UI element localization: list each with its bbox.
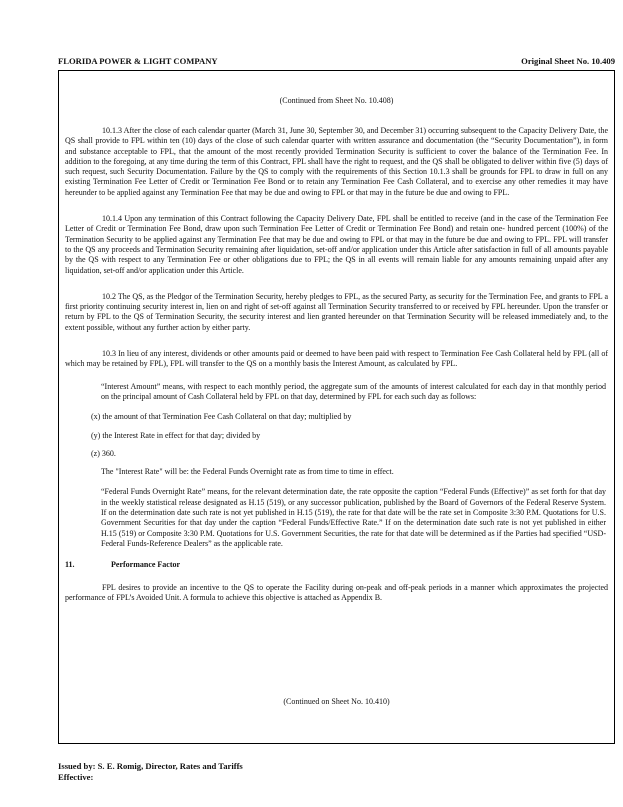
paragraph-10-2: 10.2 The QS, as the Pledgor of the Termination Security, hereby pledges to FPL, as the secured Party, as security for the Termination Fee, and grants to FPL a first priority continuing security interest in, lien on and right of set-off against all Termination Security transferred to or received by FPL hereunder. Upon the transfer or return by FPL to the QS of Termination Security, the security interest and lien granted hereunder on that Termination Security will be released immediately and, to the extent possible, without any further action by either party. [65, 291, 608, 332]
continued-from-note: (Continued from Sheet No. 10.408) [279, 96, 394, 105]
interest-amount-definition: “Interest Amount” means, with respect to each monthly period, the aggregate sum of the amounts of interest calculated for each day in that monthly period on the principal amount of Cash Collateral held by FPL on that day, determined by FPL for each such day as follows: [101, 381, 606, 401]
document-body [65, 126, 608, 603]
issued-by: Issued by: S. E. Romig, Director, Rates and Tariffs [58, 761, 243, 771]
list-item-x: (x) the amount of that Termination Fee Cash Collateral on that day; multiplied by [91, 412, 352, 422]
section-11-number: 11. [65, 560, 75, 570]
federal-funds-rate-definition: “Federal Funds Overnight Rate” means, for the relevant determination date, the rate opposite the caption “Federal Funds (Effective)” as set forth for that day in the weekly statistical release designated as H.15 (519), or any successor publication, published by the Board of Governors of the Federal Reserve System. If on the determination date such rate is not yet published in H.15 (519), the rate for that date will be the rate set in Composite 3:30 P.M. Quotations for U.S. Government Securities for that day under the caption “Federal Funds/Effective Rate.” If on the determination date such rate is not yet published in either H.15 (519) or Composite 3:30 P.M. Quotations for U.S. Government Securities, the rate for that date will be determined as if the Parties had specified “USD-Federal Funds-Reference Dealers” as the applicable rate. [101, 487, 606, 548]
continued-on-note: (Continued on Sheet No. 10.410) [283, 697, 390, 706]
company-name: FLORIDA POWER & LIGHT COMPANY [58, 56, 218, 66]
paragraph-10-3: 10.3 In lieu of any interest, dividends or other amounts paid or deemed to have been paid with respect to Termination Fee Cash Collateral held by FPL (all of which may be retained by FPL), FPL will transfer to the QS on a monthly basis the Interest Amount, as calculated by FPL. [65, 349, 608, 369]
paragraph-11: FPL desires to provide an incentive to the QS to operate the Facility during on-peak and off-peak periods in a manner which approximates the projected performance of FPL’s Avoided Unit. A formula to achieve this objective is attached as Appendix B. [65, 582, 608, 602]
paragraph-10-1-4: 10.1.4 Upon any termination of this Contract following the Capacity Delivery Date, FPL shall be entitled to receive (and in the case of the Termination Fee Letter of Credit or Termination Fee Bond, draw upon such Termination Fee Letter of Credit or Termination Fee Bond) and retain one- hundred percent (100%) of the Termination Security to be applied against any Termination Fee that may be due and owing to FPL or that may in the future be due and owing to FPL. FPL will transfer to the QS any proceeds and Termination Security remaining after liquidation, set-off and/or application under this Article after satisfaction in full of all amounts payable by the QS with respect to any Termination Fee or other obligations due to FPL; the QS in all events will remain liable for any amounts remaining unpaid after any liquidation, set-off and/or application under this Article. [65, 214, 608, 275]
page-footer [58, 761, 243, 783]
section-11-heading [65, 560, 608, 570]
list-item-z: (z) 360. [91, 448, 116, 458]
sheet-number: Original Sheet No. 10.409 [521, 56, 615, 66]
list-item-y: (y) the Interest Rate in effect for that day; divided by [91, 430, 261, 440]
section-11-title: Performance Factor [111, 560, 181, 570]
paragraph-10-1-3: 10.1.3 After the close of each calendar quarter (March 31, June 30, September 30, and December 31) occurring subsequent to the Capacity Delivery Date, the QS shall provide to FPL within ten (10) days of the close of such calendar quarter with written assurance and documentation (the “Security Documentation”), in form and substance acceptable to FPL, that the amount of the most recently provided Termination Security is sufficient to cover the balance of the Termination Fee. In addition to the foregoing, at any time during the term of this Contract, FPL shall have the right to request, and the QS shall be obligated to deliver within five (5) days of such request, such Security Documentation. Failure by the QS to comply with the requirements of this Section 10.1.3 shall be grounds for FPL to draw in full on any existing Termination Fee Letter of Credit or Termination Fee Bond or to retain any Termination Fee Cash Collateral, and to exercise any other remedies it may have hereunder to be applied against any Termination Fee that may be due and owing to FPL or that may in the future be due and owing to FPL. [65, 126, 608, 197]
interest-rate-definition: The "Interest Rate" will be: the Federal Funds Overnight rate as from time to time in effect. [101, 467, 394, 477]
effective-date: Effective: [58, 772, 94, 782]
